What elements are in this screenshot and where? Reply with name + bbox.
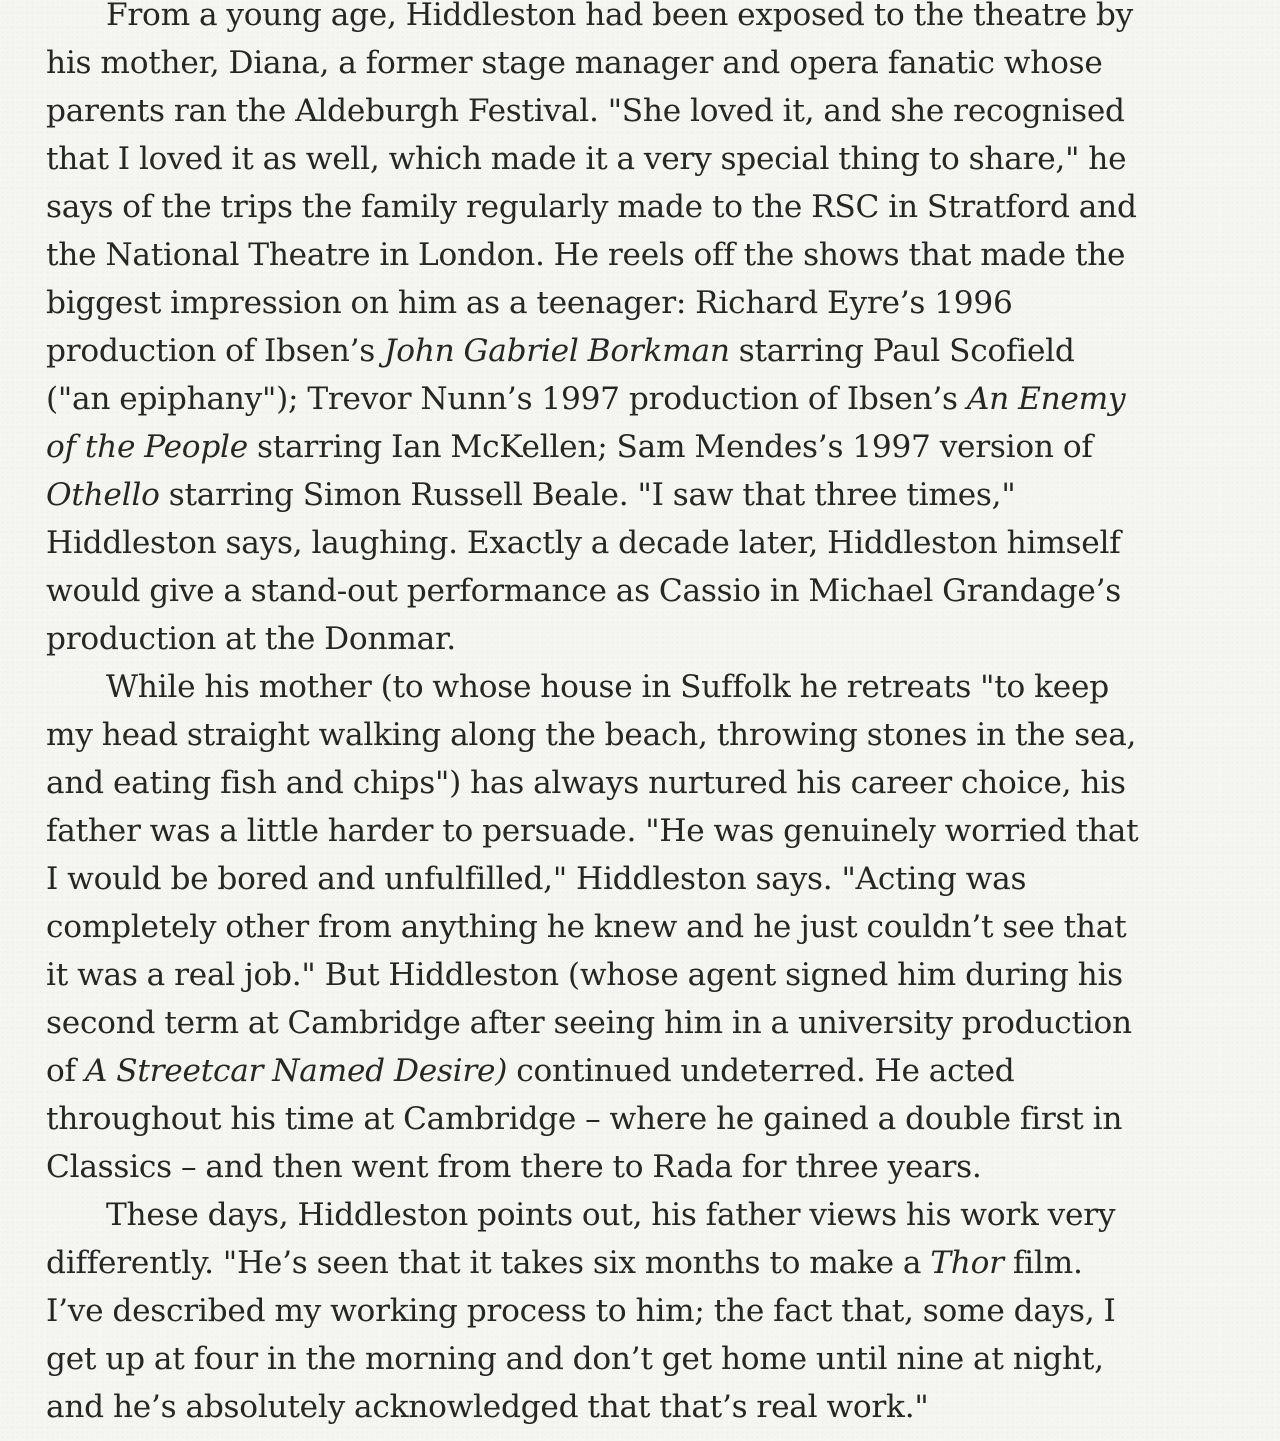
text-segment: From a young age, Hiddleston had been exposed to the theatre by his mother, Diana, a former stage manager and opera fanatic whose parents ran the Aldeburgh Festival. "She loved it, and she recognised that I loved it as well, which made it a very special thing to share," he says of the trips the family regularly made to the RSC in Stratford and the National Theatre in London. He reels off the shows that made the biggest impression on him as a teenager: Richard Eyre’s 1996 production of Ibsen’s [46, 0, 1137, 369]
title-a-streetcar-named-desire: A Streetcar Named Desire) [84, 1053, 508, 1089]
text-segment: film. I’ve described my working process to him; the fact that, some days, I get up at four in the morning and don’t get home until nine at night, and he’s absolutely acknowledged that that’s real work." [46, 1245, 1116, 1425]
text-segment: These days, Hiddleston points out, his father views his work very differently. "He’s seen that it takes six months to make a [46, 1197, 1116, 1281]
title-an-enemy-of-the-people: An Enemy of the People [46, 381, 1126, 465]
text-segment: starring Simon Russell Beale. "I saw that three times," Hiddleston says, laughing. Exactly a decade later, Hiddleston himself would give a stand-out performance as Cassio in Michael Grandage’s production at the Donmar. [46, 477, 1122, 657]
title-john-gabriel-borkman: John Gabriel Borkman [384, 333, 730, 369]
paragraph-theatre-exposure [46, 0, 1146, 663]
article-body [46, 0, 1146, 1431]
paragraph-father-views [46, 1191, 1146, 1431]
text-segment: starring Paul Scofield ("an epiphany"); Trevor Nunn’s 1997 production of Ibsen’s [46, 333, 1075, 417]
title-othello: Othello [46, 477, 160, 513]
paragraph-parents-career [46, 663, 1146, 1191]
title-thor: Thor [930, 1245, 1004, 1281]
text-segment: continued undeterred. He acted throughout his time at Cambridge – where he gained a double first in Classics – and then went from there to Rada for three years. [46, 1053, 1123, 1185]
text-segment: starring Ian McKellen; Sam Mendes’s 1997 version of [247, 429, 1093, 465]
text-segment: While his mother (to whose house in Suffolk he retreats "to keep my head straight walking along the beach, throwing stones in the sea, and eating fish and chips") has always nurtured his career choice, his father was a little harder to persuade. "He was genuinely worried that I would be bored and unfulfilled," Hiddleston says. "Acting was completely other from anything he knew and he just couldn’t see that it was a real job." But Hiddleston (whose agent signed him during his second term at Cambridge after seeing him in a university production of [46, 669, 1139, 1089]
